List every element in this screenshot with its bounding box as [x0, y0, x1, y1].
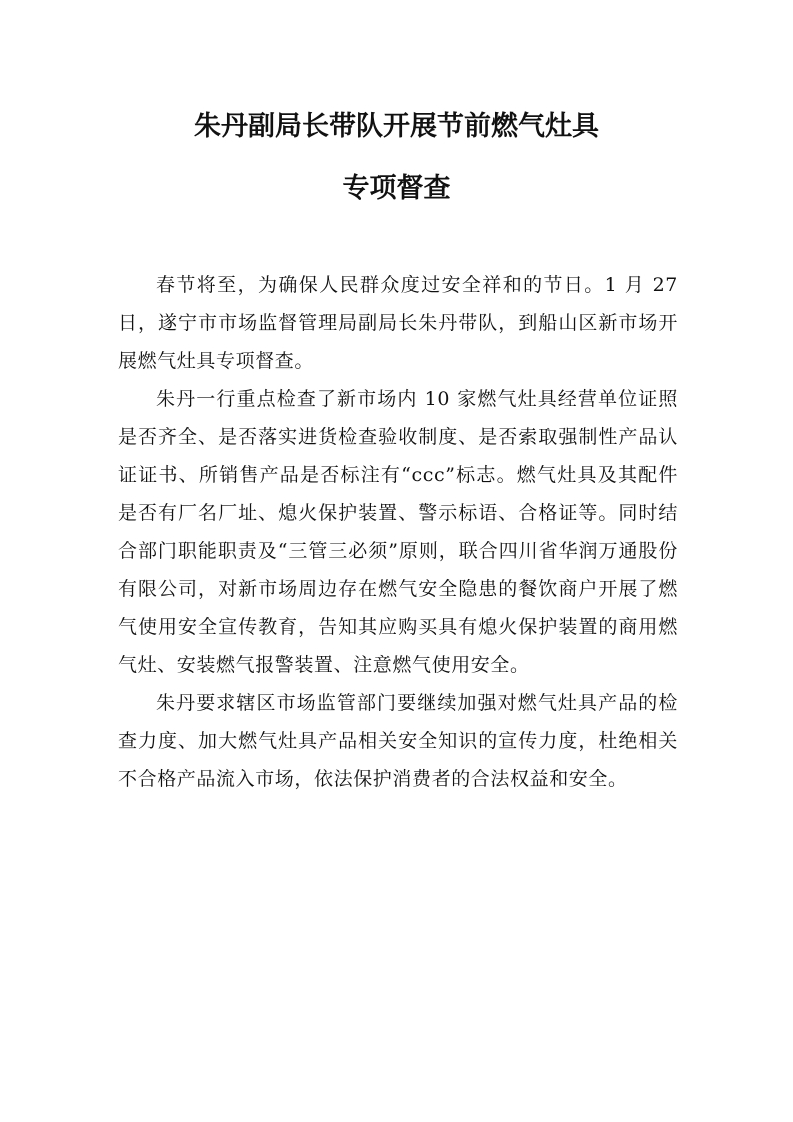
- paragraph-2: 朱丹一行重点检查了新市场内 10 家燃气灶具经营单位证照是否齐全、是否落实进货检查验收制度、是否索取强制性产品认证证书、所销售产品是否标注有“ccc”标志。燃气灶具及其配件是否有厂名厂址、熄火保护装置、警示标语、合格证等。同时结合部门职能职责及“三管三必须”原则，联合四川省华润万通股份有限公司，对新市场周边存在燃气安全隐患的餐饮商户开展了燃气使用安全宣传教育，告知其应购买具有熄火保护装置的商用燃气灶、安装燃气报警装置、注意燃气使用安全。: [118, 388, 678, 676]
- paragraph-3: 朱丹要求辖区市场监管部门要继续加强对燃气灶具产品的检查力度、加大燃气灶具产品相关安全知识的宣传力度，杜绝相关不合格产品流入市场，依法保护消费者的合法权益和安全。: [118, 692, 678, 790]
- document-body: [118, 266, 678, 798]
- document-title-line-2: 专项督查: [342, 173, 451, 204]
- paragraph-1: 春节将至，为确保人民群众度过安全祥和的节日。1 月 27 日，遂宁市市场监督管理局副局长朱丹带队，到船山区新市场开展燃气灶具专项督查。: [118, 274, 678, 372]
- document-title-line-1: 朱丹副局长带队开展节前燃气灶具: [194, 111, 599, 142]
